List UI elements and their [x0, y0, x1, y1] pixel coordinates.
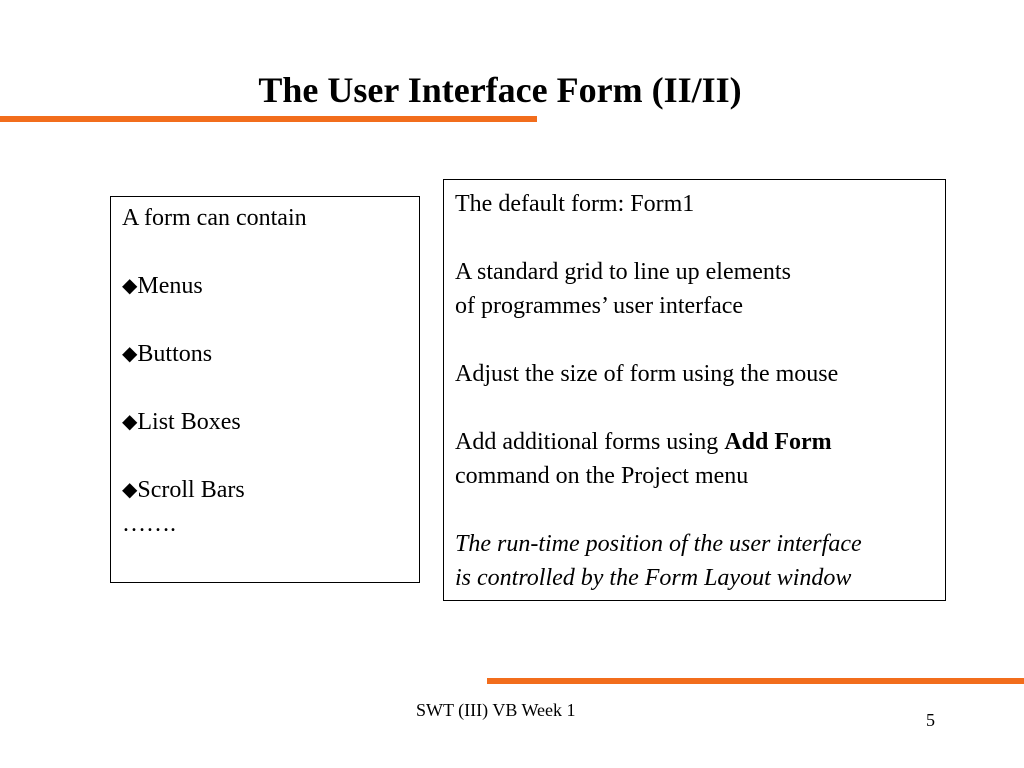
footer-text: SWT (III) VB Week 1 [416, 700, 576, 720]
diamond-bullet-icon: ◆ [122, 479, 138, 501]
bottom-accent-rule [487, 678, 1024, 684]
add-forms-prefix: Add additional forms using [455, 429, 725, 455]
diamond-bullet-icon: ◆ [122, 343, 138, 365]
diamond-bullet-icon: ◆ [122, 275, 138, 297]
adjust-size-text: Adjust the size of form using the mouse [455, 361, 839, 387]
run-time-note-line-2: is controlled by the Form Layout window [455, 565, 852, 591]
list-item-menus [122, 269, 419, 303]
list-item-buttons [122, 337, 419, 371]
default-form-text: The default form: Form1 [455, 191, 695, 217]
form-contents-box [110, 196, 420, 583]
list-item-scroll-bars [122, 473, 419, 507]
slide-title: The User Interface Form (II/II) [258, 70, 742, 110]
top-accent-rule [0, 116, 537, 122]
form-contents-intro: A form can contain [122, 205, 307, 231]
add-forms-text-line-2: command on the Project menu [455, 463, 749, 489]
list-item-label: Buttons [137, 341, 213, 367]
run-time-note-line-1: The run-time position of the user interface [455, 531, 862, 557]
add-forms-text-line-1 [455, 425, 945, 459]
list-item-label: Scroll Bars [137, 477, 245, 503]
grid-text-line-1: A standard grid to line up elements [455, 259, 791, 285]
page-number: 5 [926, 710, 935, 730]
diamond-bullet-icon: ◆ [122, 411, 138, 433]
list-item-list-boxes [122, 405, 419, 439]
add-form-command: Add Form [724, 429, 832, 455]
default-form-notes-box [443, 179, 946, 601]
list-item-label: List Boxes [137, 409, 241, 435]
list-item-label: Menus [137, 273, 203, 299]
grid-text-line-2: of programmes’ user interface [455, 293, 744, 319]
list-ellipsis: ……. [122, 511, 176, 537]
